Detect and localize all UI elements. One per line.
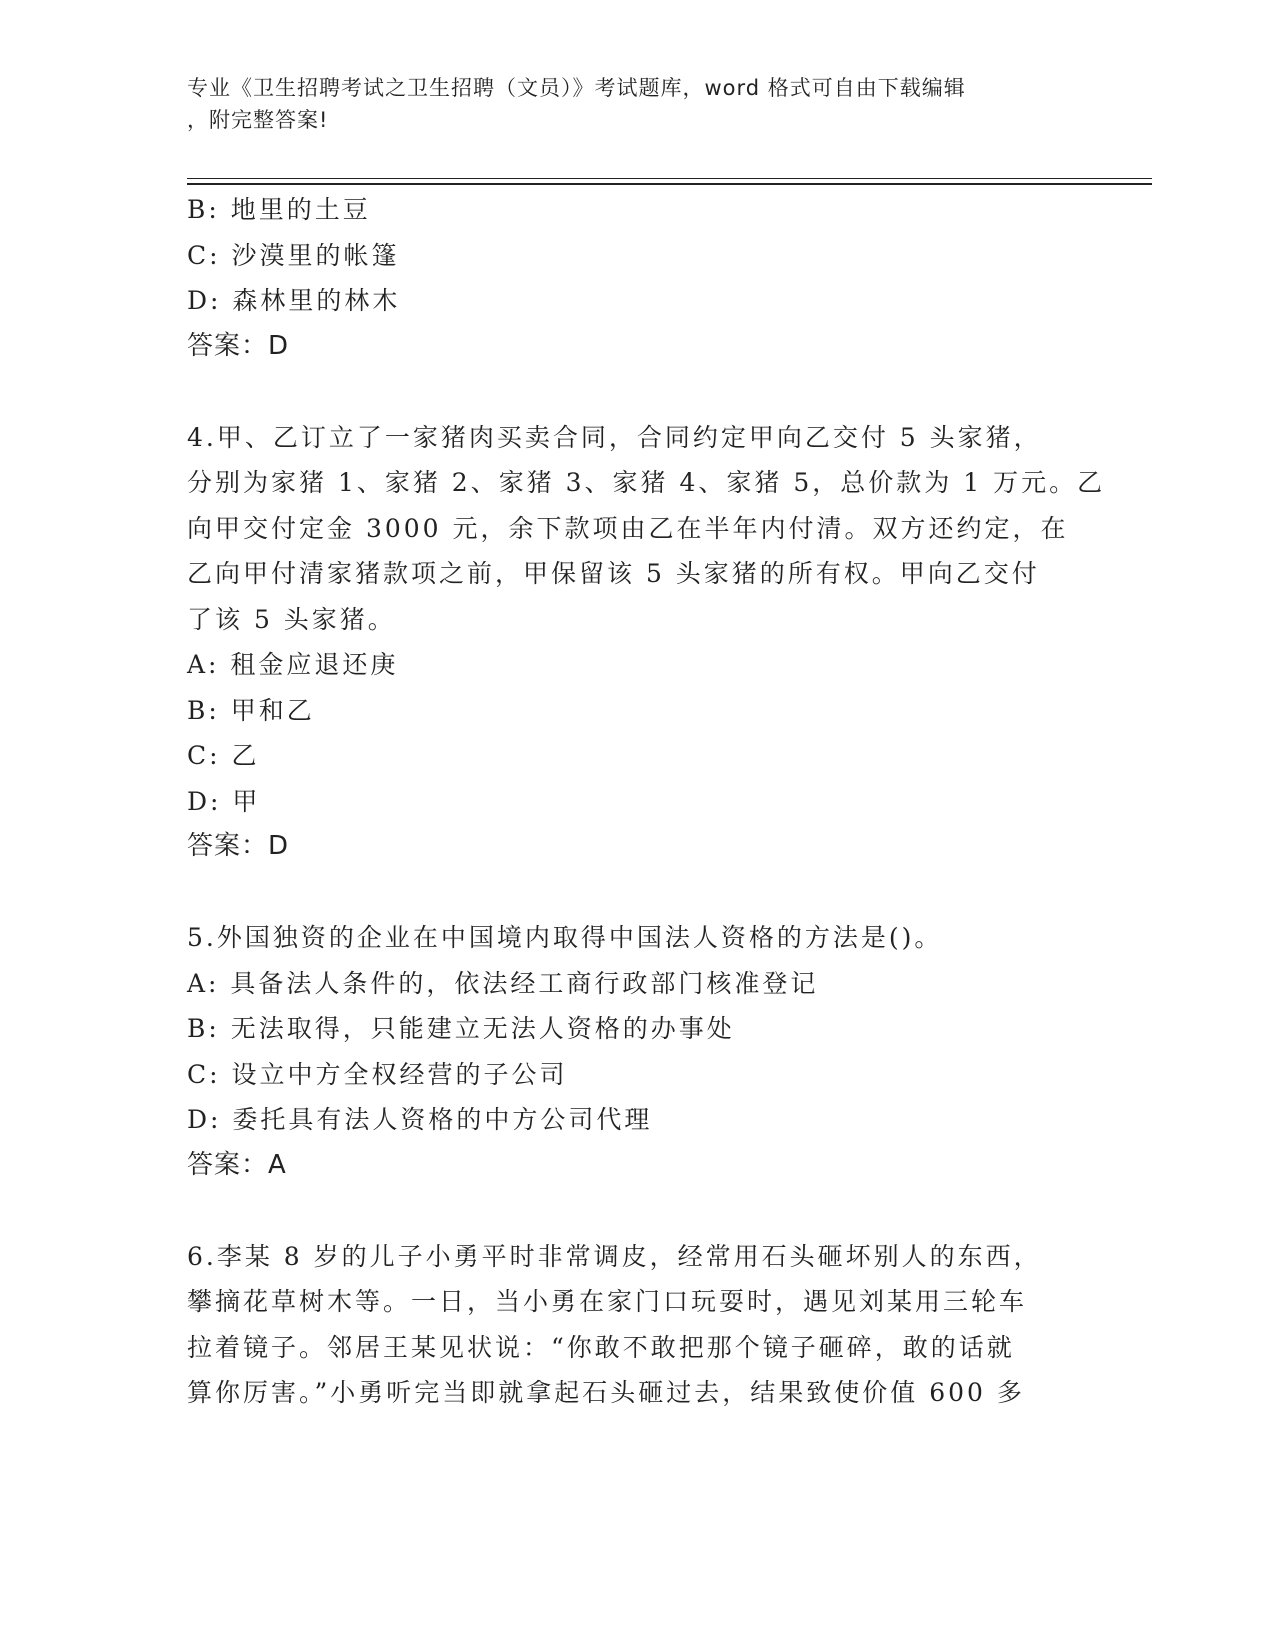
q4-stem-line: 乙向甲付清家猪款项之前，甲保留该 5 头家猪的所有权。甲向乙交付 [187,559,1040,588]
question-5-block [187,915,1077,1188]
q4-stem-line: 向甲交付定金 3000 元，余下款项由乙在半年内付清。双方还约定，在 [187,513,1069,543]
question-4-block [187,415,1106,870]
document-body [187,187,1106,1416]
question-6-block [187,1234,1077,1416]
q4-stem-line: 4.甲、乙订立了一家猪肉买卖合同，合同约定甲向乙交付 5 头家猪， [187,422,1042,452]
q6-stem-line: 6.李某 8 岁的儿子小勇平时非常调皮，经常用石头砸坏别人的东西， [187,1241,1042,1271]
q4-option-b: B: 甲和乙 [187,695,315,725]
q3-option-d: D: 森林里的林木 [187,286,401,315]
header-rule-thin [187,178,1152,179]
header-line-1: 专业《卫生招聘考试之卫生招聘（文员）》考试题库，word 格式可自由下载编辑 [187,76,966,100]
q5-option-b: B: 无法取得，只能建立无法人资格的办事处 [187,1014,735,1043]
q4-stem-line: 分别为家猪 1、家猪 2、家猪 3、家猪 4、家猪 5，总价款为 1 万元。乙 [187,468,1106,497]
q6-stem-line: 拉着镜子。邻居王某见状说：“你敢不敢把那个镜子砸碎，敢的话就 [187,1332,1015,1362]
spacer [187,870,1077,916]
document-header [187,72,1067,136]
q6-stem-line: 攀摘花草树木等。一日，当小勇在家门口玩耍时，遇见刘某用三轮车 [187,1287,1028,1316]
header-line-2: ，附完整答案! [187,108,329,132]
spacer [187,1188,1077,1234]
q4-option-a: A: 租金应退还庚 [187,650,399,679]
q4-option-d: D: 甲 [187,786,261,816]
q3-option-c: C: 沙漠里的帐篷 [187,240,400,270]
q6-stem-line: 算你厉害。”小勇听完当即就拿起石头砸过去，结果致使价值 600 多 [187,1378,1025,1407]
q5-option-c: C: 设立中方全权经营的子公司 [187,1059,568,1089]
q3-answer: 答案：D [187,330,290,361]
header-rule-thick [187,183,1152,185]
q5-stem: 5.外国独资的企业在中国境内取得中国法人资格的方法是()。 [187,923,943,952]
q4-stem-line: 了该 5 头家猪。 [187,604,396,634]
spacer [187,369,1077,415]
q5-option-d: D: 委托具有法人资格的中方公司代理 [187,1105,653,1134]
q3-option-b: B: 地里的土豆 [187,195,371,224]
q4-answer: 答案：D [187,831,290,861]
q5-option-a: A: 具备法人条件的，依法经工商行政部门核准登记 [187,968,819,998]
q5-answer: 答案：A [187,1149,287,1180]
q4-option-c: C: 乙 [187,741,260,770]
question-3-block [187,187,1077,369]
